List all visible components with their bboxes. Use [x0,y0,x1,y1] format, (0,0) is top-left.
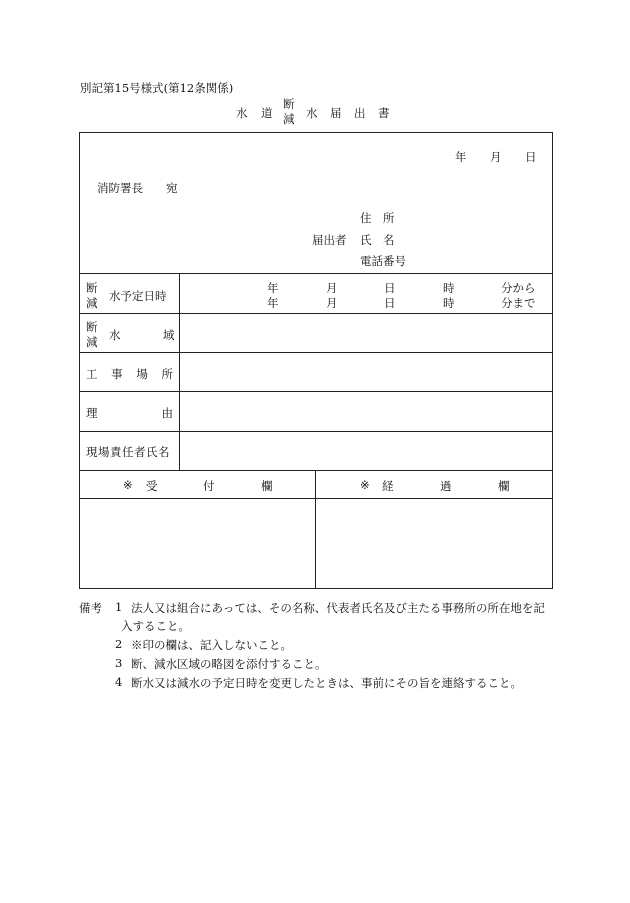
notes-label: 備考 [79,601,102,615]
site-label: 工 事 場 所 [86,367,173,381]
date-month: 月 [490,150,502,164]
reception-char: 付 [203,479,215,493]
title-stack-bottom: 減 [283,112,295,126]
reception-char: 受 [146,479,158,493]
address-label: 住 所 [360,211,395,225]
progress-mark: ※ [360,478,370,492]
stack-top: 断 [86,281,98,295]
border [79,470,553,471]
note-text: ※印の欄は、記入しないこと。 [131,638,292,652]
reception-box[interactable] [81,500,314,587]
area-label-2: 域 [163,328,175,342]
title-char: 書 [378,106,390,120]
note-text: 断水又は減水の予定日時を変更したときは、事前にその旨を連絡すること。 [131,676,522,690]
border [315,470,316,589]
document-title [236,96,396,126]
title-stack-top: 断 [283,97,295,111]
date-day: 日 [525,150,537,164]
area-input[interactable] [181,315,551,351]
schedule-label: 水予定日時 [109,289,167,303]
stack-top: 断 [86,320,98,334]
border [79,132,553,133]
note-text: 法人又は組合にあっては、その名称、代表者氏名及び主たる事務所の所在地を記 [131,601,545,615]
border [179,273,180,471]
stack-bottom: 減 [86,296,98,310]
note-number: 1 [115,600,123,614]
border [79,132,80,589]
note-number: 4 [115,675,123,689]
note-text: 断、減水区域の略図を添付すること。 [131,657,327,671]
border [79,391,553,392]
title-char: 水 [306,106,318,120]
note-text-continued: 入すること。 [121,619,190,633]
border [79,431,553,432]
progress-char: 過 [440,479,452,493]
title-char: 届 [330,106,342,120]
border [79,498,553,499]
recipient-honorific: 宛 [166,181,178,195]
border [79,273,553,274]
stack-bottom: 減 [86,335,98,349]
reason-input[interactable] [181,393,551,430]
recipient: 消防署長 [97,181,143,195]
date-year: 年 [455,150,467,164]
reason-label: 理 由 [86,406,173,420]
manager-label: 現場責任者氏名 [86,445,170,459]
phone-label: 電話番号 [360,254,406,268]
progress-char: 経 [382,479,394,493]
border [79,352,553,353]
title-char: 道 [261,106,273,120]
schedule-input[interactable] [181,275,551,312]
progress-char: 欄 [498,479,510,493]
form-header: 別記第15号様式(第12条関係) [80,81,234,95]
area-label-1: 水 [109,328,121,342]
note-number: 3 [115,656,123,670]
title-char: 出 [354,106,366,120]
note-number: 2 [115,637,123,651]
border [79,313,553,314]
manager-input[interactable] [181,433,551,469]
border [79,588,553,589]
reception-char: 欄 [261,479,273,493]
progress-box[interactable] [317,500,551,587]
applicant-label: 届出者 [312,233,347,247]
name-label: 氏 名 [360,233,395,247]
site-input[interactable] [181,354,551,390]
border [552,132,553,589]
title-char: 水 [236,106,248,120]
reception-mark: ※ [123,478,133,492]
